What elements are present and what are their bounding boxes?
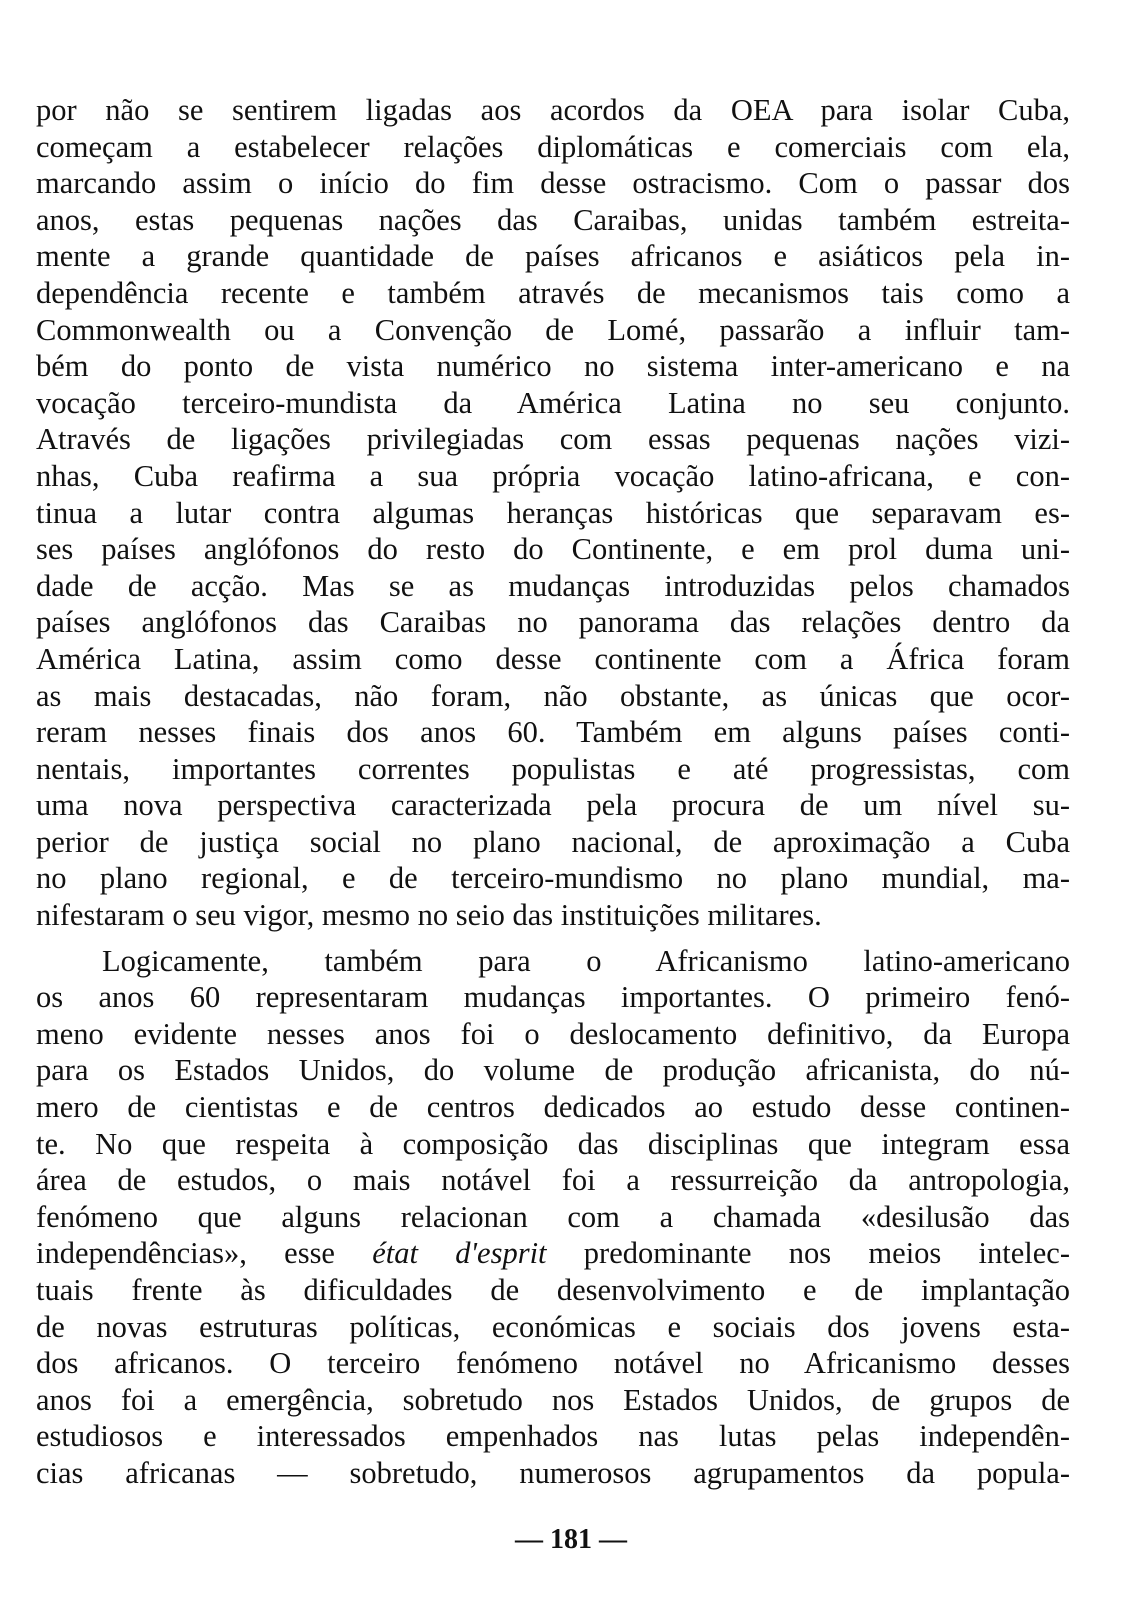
text-line: te. No que respeita à composição das disciplinas que integram essa: [36, 1126, 1070, 1161]
text-line: marcando assim o início do fim desse ostracismo. Com o passar dos: [36, 166, 1070, 201]
text-line: Logicamente, também para o Africanismo latino-americano: [102, 943, 1070, 978]
text-line: vocação terceiro-mundista da América Latina no seu conjunto.: [36, 385, 1070, 420]
text-line: dos africanos. O terceiro fenómeno notável no Africanismo desses: [36, 1346, 1070, 1381]
text-line: por não se sentirem ligadas aos acordos da OEA para isolar Cuba,: [36, 93, 1070, 127]
paragraph-2: [36, 943, 1070, 1492]
page-number: — 181 —: [515, 1524, 627, 1555]
text-line: Commonwealth ou a Convenção de Lomé, passarão a influir tam-: [36, 312, 1070, 347]
text-line-mixed: [36, 1235, 1070, 1272]
italic-phrase: état d'esprit: [372, 1236, 547, 1271]
text-line: nifestaram o seu vigor, mesmo no seio das instituições militares.: [36, 898, 822, 933]
text-line: tuais frente às dificuldades de desenvolvimento e de implantação: [36, 1273, 1070, 1307]
text-line: dade de acção. Mas se as mudanças introduzidas pelos chamados: [36, 568, 1070, 603]
text-line: ses países anglófonos do resto do Continente, e em prol duma uni-: [36, 532, 1070, 567]
text-line: de novas estruturas políticas, económicas e sociais dos jovens esta-: [36, 1309, 1070, 1344]
text-line: mero de cientistas e de centros dedicados ao estudo desse continen-: [36, 1090, 1070, 1125]
text-line: tinua a lutar contra algumas heranças históricas que separavam es-: [36, 495, 1070, 530]
text-line: as mais destacadas, não foram, não obstante, as únicas que ocor-: [36, 678, 1070, 713]
text-line: países anglófonos das Caraibas no panorama das relações dentro da: [36, 605, 1070, 640]
text-line: para os Estados Unidos, do volume de produção africanista, do nú-: [36, 1053, 1070, 1088]
text-segment: independências», esse: [36, 1236, 373, 1271]
text-line: perior de justiça social no plano nacional, de aproximação a Cuba: [36, 824, 1070, 859]
text-line: meno evidente nesses anos foi o deslocamento definitivo, da Europa: [36, 1016, 1070, 1051]
text-line: anos, estas pequenas nações das Caraibas, unidas também estreita-: [36, 202, 1070, 237]
text-line: fenómeno que alguns relacionan com a chamada «desilusão das: [36, 1199, 1070, 1234]
text-line: anos foi a emergência, sobretudo nos Estados Unidos, de grupos de: [36, 1382, 1070, 1417]
text-line: Através de ligações privilegiadas com essas pequenas nações vizi-: [36, 422, 1070, 457]
text-line: uma nova perspectiva caracterizada pela procura de um nível su-: [36, 788, 1070, 823]
text-line: os anos 60 representaram mudanças importantes. O primeiro fenó-: [36, 980, 1070, 1015]
text-line: estudiosos e interessados empenhados nas lutas pelas independên-: [36, 1419, 1070, 1454]
text-line: nentais, importantes correntes populistas e até progressistas, com: [36, 751, 1070, 786]
body-text: [36, 92, 1070, 1492]
text-line: nhas, Cuba reafirma a sua própria vocação latino-africana, e con-: [36, 458, 1070, 493]
paragraph-1: [36, 92, 1070, 934]
text-line: bém do ponto de vista numérico no sistema inter-americano e na: [36, 349, 1070, 384]
text-line: área de estudos, o mais notável foi a ressurreição da antropologia,: [36, 1163, 1070, 1198]
text-line: cias africanas — sobretudo, numerosos agrupamentos da popula-: [36, 1455, 1070, 1490]
text-line: mente a grande quantidade de países africanos e asiáticos pela in-: [36, 239, 1070, 274]
text-line: América Latina, assim como desse continente com a África foram: [36, 641, 1070, 676]
text-line: começam a estabelecer relações diplomáticas e comerciais com ela,: [36, 129, 1070, 164]
text-line: dependência recente e também através de mecanismos tais como a: [36, 275, 1070, 310]
text-line: no plano regional, e de terceiro-mundismo no plano mundial, ma-: [36, 861, 1070, 896]
text-line: reram nesses finais dos anos 60. Também em alguns países conti-: [36, 715, 1070, 750]
text-segment: predominante nos meios intelec-: [546, 1236, 1071, 1271]
